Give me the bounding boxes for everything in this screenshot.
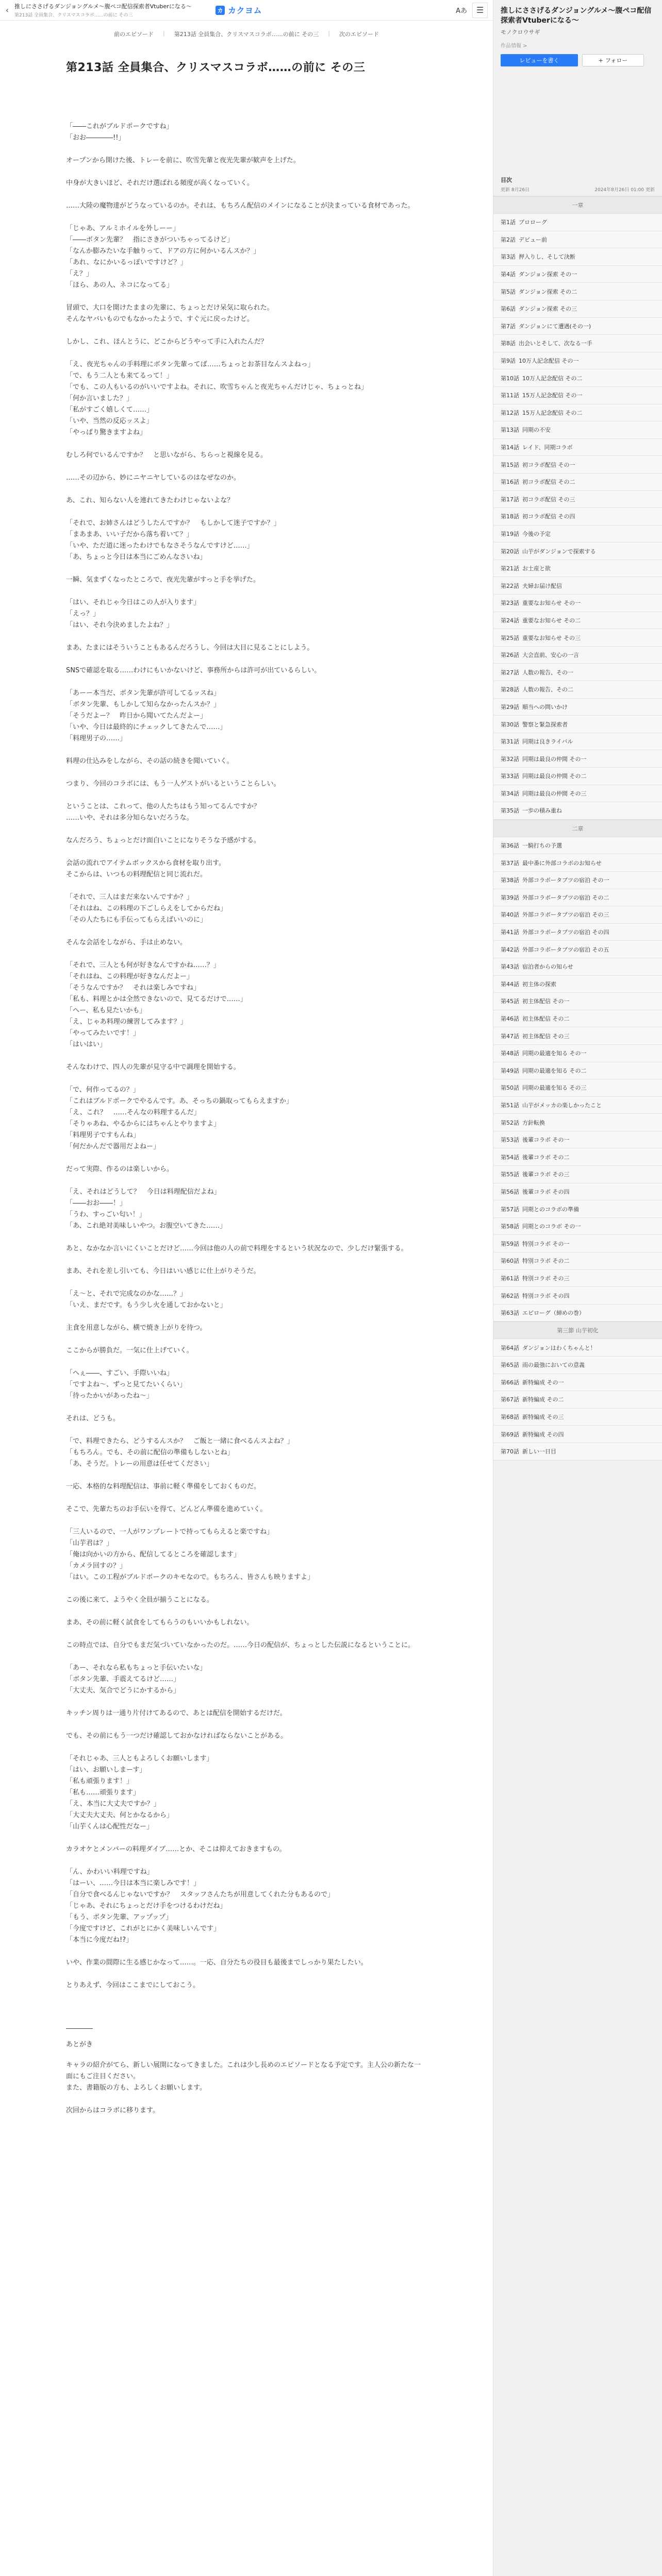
episode-number: 第70話	[501, 1448, 519, 1455]
episode-link-title: 方針転換	[522, 1119, 545, 1126]
update-date: 2024年8月26日 01:00 更新	[594, 188, 655, 193]
toc-episode-link[interactable]	[493, 352, 662, 370]
episode-paragraph: 一応、本格的な料理配信は、事前に軽く準備をしておくものだ。 そこで、先輩たちのお手伝いを得て、どんどん準備を進めていく。	[66, 1483, 267, 1513]
episode-link-title: ダンジョンはわくちゃんと！	[522, 1344, 596, 1351]
episode-link-title: 山芋がダンジョンで探索する	[522, 548, 596, 555]
episode-number: 第43話	[501, 963, 519, 971]
episode-link-title: プロローグ	[519, 219, 547, 226]
toc-episode-link[interactable]	[493, 421, 662, 439]
episode-link-title: 10万人記念配信 その一	[519, 358, 579, 365]
episode-link-title: 外部コラボータブツの宿泊 その四	[522, 929, 609, 936]
toc-episode-link[interactable]	[493, 1200, 662, 1218]
toc-episode-link[interactable]	[493, 1270, 662, 1287]
episode-paragraph: いや、作業の間際に生る感じかなって……。一応、自分たちの役目も最後までしっかり果たしたい。 とりあえず、今回はここまでにしておこう。	[66, 1959, 368, 1989]
episode-link-title: 同期の不安	[522, 427, 551, 434]
episode-number: 第40話	[501, 911, 519, 919]
episode-number: 第66話	[501, 1379, 519, 1386]
toc-list	[493, 196, 662, 1461]
episode-number: 第62話	[501, 1292, 519, 1299]
episode-link-title: 初主体配信 その一	[522, 998, 570, 1005]
episode-number: 第13話	[501, 427, 519, 434]
episode-link-title: お土産と欲	[522, 565, 551, 572]
toc-episode-link[interactable]	[493, 664, 662, 681]
toc-episode-link[interactable]	[493, 647, 662, 664]
episode-link-title: 初コラボ配信 その一	[522, 461, 575, 468]
episode-number: 第60話	[501, 1258, 519, 1265]
toc-episode-link[interactable]	[493, 1287, 662, 1304]
episode-number: 第46話	[501, 1015, 519, 1023]
afterword-paragraph: 次回からはコラボに移ります。	[66, 2107, 159, 2114]
episode-link-title: 押入りし、そして決断	[519, 253, 575, 261]
episode-link-title: 外部コラボータブツの宿泊 その三	[522, 911, 609, 919]
toc-episode-link[interactable]	[493, 1409, 662, 1426]
episode-number: 第65話	[501, 1362, 519, 1369]
episode-link-title: 外部コラボータブツの宿泊 その二	[522, 894, 609, 901]
episode-paragraph: そんなわけで、四人の先輩が見守る中で調理を開始する。	[66, 1063, 240, 1071]
toc-episode-link[interactable]	[493, 629, 662, 647]
episode-number: 第10話	[501, 375, 519, 382]
toc-episode-link[interactable]	[493, 750, 662, 768]
episode-paragraph: あと、なかなか言いにくいことだけど……今回は他の人の前で料理をするという状況なので、少しだけ緊張する。 まあ、それを差し引いても、今日はいい感じに仕上がりそうだ。	[66, 1245, 408, 1275]
afterword-section	[66, 2023, 427, 2128]
episode-link-title: ダンジョン探索 その三	[519, 306, 577, 313]
episode-paragraph: 「え～と、それで完成なのかな……？」 「いえ、まだです。もう少し火を通しておかないと」	[66, 1290, 227, 1309]
episode-link-title: 順当への問いかけ	[522, 703, 568, 710]
episode-number: 第49話	[501, 1067, 519, 1074]
episode-link-title: 外部コラボータブツの宿泊 その一	[522, 877, 609, 884]
toc-episode-link[interactable]	[493, 924, 662, 941]
toc-episode-link[interactable]	[493, 248, 662, 266]
toc-episode-link[interactable]	[493, 526, 662, 543]
episode-paragraph: 「それで、お姉さんはどうしたんですか？ もしかして迷子ですか？」 「まあまあ、いい子だから落ち着いて？」 「いや、ただ道に迷ったわけでもなさそうなんですけど……」 「あ、ちょっと今日は本当にごめんなさいね」	[66, 519, 280, 561]
site-logo[interactable]	[216, 4, 262, 16]
afterword-text	[66, 2060, 427, 2116]
afterword-paragraph: キャラの紹介がてら、新しい展開になってきました。これは少し長めのエピソードとなる予定です。主人公の新たな一面にもご注目ください。 また、書籍版の方も、よろしくお願いします。	[66, 2061, 421, 2092]
current-episode-label: 第213話 全員集合、クリスマスコラボ……の前に その三	[174, 31, 319, 38]
toc-episode-link[interactable]	[493, 1357, 662, 1374]
toc-episode-link[interactable]	[493, 595, 662, 612]
episode-link-title: 宿泊者からの知らせ	[522, 963, 573, 971]
toc-episode-link[interactable]	[493, 872, 662, 889]
chapter-heading[interactable]: 一章	[493, 196, 662, 214]
episode-paragraph: 会話の流れでアイテムボックスから食材を取り出す。 そこからは、いつもの料理配信と同じ流れだ。 「それで、三人はまだ来ないんですか？」 「それはね、この料理の下ごしらえをしてからだね」 「その人たちにも手伝ってもらえばいいのに」 そんな会話をしながら、手は止めない。	[66, 859, 227, 946]
episode-link-title: 外部コラボータブツの宿泊 その五	[522, 946, 609, 953]
toc-episode-link[interactable]	[493, 941, 662, 958]
episode-paragraph: だって実際、作るのは楽しいから。	[66, 1165, 174, 1173]
episode-link-title: 同期の最適を知る その二	[522, 1067, 587, 1074]
toc-episode-link[interactable]	[493, 491, 662, 509]
episode-number: 第52話	[501, 1119, 519, 1126]
episode-number: 第17話	[501, 496, 519, 503]
plus-icon: +	[598, 57, 603, 64]
episode-number: 第48話	[501, 1050, 519, 1057]
toc-episode-link[interactable]	[493, 1183, 662, 1201]
toc-episode-link[interactable]	[493, 854, 662, 872]
episode-number: 第4話	[501, 271, 516, 278]
toc-episode-link[interactable]	[493, 612, 662, 630]
episode-number: 第53話	[501, 1137, 519, 1144]
episode-link-title: 特別コラボ その二	[522, 1258, 570, 1265]
toc-episode-link[interactable]	[493, 1166, 662, 1183]
episode-title: 第213話 全員集合、クリスマスコラボ……の前に その三	[66, 61, 366, 74]
episode-link-title: 15万人記念配信 その一	[522, 392, 583, 399]
episode-number: 第29話	[501, 703, 519, 710]
sidebar-work-title[interactable]: 推しにささげるダンジョングルメ～腹ペコ配信探索者Vtuberになる～	[501, 7, 652, 25]
episode-link-title: 新特編成 その一	[522, 1379, 564, 1386]
episode-paragraph: 「それで、三人とも何が好きなんですかね……？」 「それはね、この料理が好きなんだよー」 「そうなんですか？ それは楽しみですね」 「私も、料理とかは全然できないので、見てるだけで……」 「へー、私も見たいかも」 「え、じゃあ料理の練習してみます？」 「やってみたいです！」 「はいはい」	[66, 961, 247, 1048]
toc-episode-link[interactable]	[493, 231, 662, 249]
toc-episode-link[interactable]	[493, 681, 662, 699]
episode-link-title: 後輩コラボ その三	[522, 1171, 570, 1178]
toc-episode-link[interactable]	[493, 1062, 662, 1080]
episode-body	[66, 41, 427, 2003]
episode-number: 第25話	[501, 634, 519, 641]
episode-number: 第23話	[501, 600, 519, 607]
episode-link-title: 10万人記念配信 その二	[522, 375, 583, 382]
header-title-block[interactable]	[14, 0, 210, 21]
episode-link-title: 初コラボ配信 その四	[522, 513, 575, 520]
episode-number: 第68話	[501, 1414, 519, 1421]
episode-number: 第6話	[501, 306, 516, 313]
toc-episode-link[interactable]	[493, 1218, 662, 1235]
episode-link-title: 人数の報告、その二	[522, 686, 573, 693]
work-title[interactable]: 推しにささげるダンジョングルメ～腹ペコ配信探索者Vtuberになる～	[14, 3, 192, 10]
episode-number: 第12話	[501, 409, 519, 416]
episode-number: 第42話	[501, 946, 519, 953]
episode-number: 第1話	[501, 219, 516, 226]
episode-number: 第61話	[501, 1275, 519, 1282]
episode-link-title: 雨の最強においての意義	[522, 1362, 585, 1369]
episode-number: 第20話	[501, 548, 519, 555]
toc-episode-link[interactable]	[493, 456, 662, 473]
episode-paragraph: 「え、それはどうして？ 今日は料理配信だよね」 「――おお――！」 「うわ、すっごい匂い！」 「あ、これ絶対美味しいやつ。お腹空いてきた……」	[66, 1188, 226, 1230]
sidebar-author[interactable]: モノクロウサギ	[501, 29, 540, 36]
episode-number: 第8話	[501, 340, 516, 347]
toc-episode-link[interactable]	[493, 577, 662, 595]
episode-link-title: 山芋がメッカの楽しかったこと	[522, 1101, 602, 1109]
toc-episode-link[interactable]	[493, 802, 662, 820]
review-button[interactable]: レビューを書く	[501, 54, 578, 66]
toc-episode-link[interactable]	[493, 1010, 662, 1028]
episode-paragraph: 「――これがブルドポークですね」 「おお――――!!」	[66, 123, 173, 142]
episode-link-title: 新しい一日目	[522, 1448, 556, 1455]
episode-link-title: 重要なお知らせ その二	[522, 617, 581, 624]
toc-episode-link[interactable]	[493, 993, 662, 1010]
episode-paragraph: 「え、夜光ちゃんの手料理にボタン先輩ってば……ちょっとお茶目なんスよねっ」 「で、もう二人とも来てるって！」 「でも、この人もいるのがいいですよね。それに、吹雪ちゃんと夜光ちゃんだけじゃ、ちょっとね」 「何か言いました？」 「私がすごく嬉しくて……」 「いや、当然の反応ッスよ」 「やっぱり驚きますよね」	[66, 361, 368, 436]
episode-list	[493, 1339, 662, 1460]
toc-episode-link[interactable]	[493, 387, 662, 404]
episode-link-title: ダンジョン探索 その二	[519, 288, 577, 295]
chapter-heading[interactable]: 第三節 山芋初化	[493, 1321, 662, 1339]
episode-link-title: エピローグ（締めの巻）	[522, 1310, 585, 1317]
update-info: 更新 8月26日	[501, 188, 530, 193]
toc-meta	[493, 184, 662, 196]
episode-link-title: 特別コラボ その一	[522, 1240, 570, 1247]
top-bar	[0, 0, 493, 21]
episode-link-title: 重要なお知らせ その一	[522, 600, 581, 607]
episode-number: 第39話	[501, 894, 519, 901]
episode-link-title: 今後の予定	[522, 530, 551, 537]
episode-link-title: 特別コラボ その四	[522, 1292, 570, 1299]
episode-link-title: 夫婦お届け配信	[522, 582, 562, 589]
episode-number: 第59話	[501, 1240, 519, 1247]
episode-number: 第11話	[501, 392, 519, 399]
site-name: カクヨム	[228, 6, 262, 15]
episode-link-title: 後輩コラボ その二	[522, 1154, 570, 1161]
episode-link-title: 警察と緊急探索者	[522, 721, 568, 728]
toc-episode-link[interactable]	[493, 1339, 662, 1357]
episode-link-title: レイド、同期コラボ	[522, 444, 573, 451]
episode-number: 第54話	[501, 1154, 519, 1161]
episode-link-title: デビュー前	[519, 236, 547, 243]
episode-number: 第57話	[501, 1206, 519, 1213]
episode-paragraph: 冒頭で、大口を開けたままの先輩に、ちょっとだけ呆気に取られた。 そんなヤバいものでもなかったようで、すぐ元に戻ったけど。 しかし、これ、ほんとうに、どこからどうやって手に入れたんだ？	[66, 304, 274, 346]
episode-link-title: 後輩コラボ その四	[522, 1188, 570, 1195]
episode-number: 第44話	[501, 980, 519, 988]
toc-episode-link[interactable]	[493, 318, 662, 335]
toc-episode-link[interactable]	[493, 508, 662, 526]
toc-episode-link[interactable]	[493, 906, 662, 924]
back-icon[interactable]: ‹	[5, 5, 9, 15]
episode-number: 第50話	[501, 1084, 519, 1092]
episode-link-title: 初主体の探索	[522, 980, 556, 988]
toc-episode-link[interactable]	[493, 976, 662, 993]
follow-button[interactable]	[582, 54, 644, 66]
episode-link-title: 同期とのコラボの準備	[522, 1206, 579, 1213]
episode-link-title: 初主体配信 その三	[522, 1032, 570, 1040]
episode-link-title: 後輩コラボ その一	[522, 1137, 570, 1144]
episode-nav	[0, 29, 493, 39]
episode-paragraph: ということは、これって、他の人たちはもう知ってるんですか？ ……いや、それは多分知らないだろうな。 なんだろう、ちょっとだけ面白いことになりそうな予感がする。	[66, 803, 261, 844]
episode-number: 第22話	[501, 582, 519, 589]
toc-episode-link[interactable]	[493, 699, 662, 716]
toc-episode-link[interactable]	[493, 1097, 662, 1114]
toc-episode-link[interactable]	[493, 1045, 662, 1062]
episode-link-title: 大会直前、安心の一言	[522, 652, 579, 659]
episode-link-title: 同期とのコラボ その一	[522, 1223, 581, 1230]
episode-link-title: 重要なお知らせ その三	[522, 634, 581, 641]
toc-sidebar	[493, 0, 662, 2576]
episode-number: 第55話	[501, 1171, 519, 1178]
toc-episode-link[interactable]	[493, 560, 662, 578]
toc-episode-link[interactable]	[493, 1252, 662, 1270]
toc-episode-link[interactable]	[493, 1304, 662, 1322]
episode-number: 第19話	[501, 530, 519, 537]
episode-number: 第7話	[501, 323, 516, 330]
episode-number: 第26話	[501, 652, 519, 659]
episode-link-title: 同期の最適を知る その一	[522, 1050, 587, 1057]
episode-paragraph: 「あーー本当だ、ボタン先輩が許可してるッスね」 「ボタン先輩、もしかして知らなかったんスか？」 「そうだよー？ 昨日から聞いてたんだよー」 「いや、今日は最終的にチェックしてきたんで……」 「料理男子の……」	[66, 689, 227, 742]
toc-episode-link[interactable]	[493, 958, 662, 976]
episode-number: 第45話	[501, 998, 519, 1005]
menu-icon[interactable]: ☰	[472, 3, 488, 18]
episode-number: 第31話	[501, 738, 519, 745]
toc-episode-link[interactable]	[493, 214, 662, 231]
episode-subtitle: 第213話 全員集合、クリスマスコラボ……の前に その三	[14, 13, 133, 18]
episode-paragraph: 「ん、かわいい料理ですね」 「はーい、……今日は本当に楽しみです！」 「自分で食べるんじゃないですか？ スタッフさんたちが用意してくれた分もあるので」 「じゃあ、それにちょっとだけ手をつけるわけだね」 「もう、ボタン先輩、アップップ」 「今度ですけど、これがとにかく美味しいんです」 「本当に今度だね!?」	[66, 1868, 335, 1944]
logo-icon: カ	[216, 6, 225, 15]
toc-episode-link[interactable]	[493, 1374, 662, 1392]
episode-number: 第28話	[501, 686, 519, 693]
toc-episode-link[interactable]	[493, 283, 662, 300]
toc-episode-link[interactable]	[493, 837, 662, 855]
episode-number: 第67話	[501, 1396, 519, 1403]
episode-link-title: 出会いとそして、次なる一手	[519, 340, 592, 347]
toc-episode-link[interactable]	[493, 1114, 662, 1131]
episode-link-title: 同期は良きライバル	[522, 738, 573, 745]
episode-list	[493, 214, 662, 820]
episode-number: 第69話	[501, 1431, 519, 1438]
episode-number: 第24話	[501, 617, 519, 624]
toc-episode-link[interactable]	[493, 785, 662, 803]
episode-link-title: 初コラボ配信 その三	[522, 496, 575, 503]
episode-paragraph: カラオケとメンバーの料理ダイブ……とか、そこは抑えておきますもの。	[66, 1845, 286, 1853]
episode-number: 第56話	[501, 1188, 519, 1195]
episode-number: 第47話	[501, 1032, 519, 1040]
toc-episode-link[interactable]	[493, 1391, 662, 1409]
episode-link-title: 同期の最適を知る その三	[522, 1084, 587, 1092]
toc-episode-link[interactable]	[493, 439, 662, 456]
episode-link-title: 同期は最良の仲間 その二	[522, 773, 587, 780]
episode-paragraph: この後に来て、ようやく全員が揃うことになる。 まあ、その前に軽く試食をしてもらうのもいいかもしれない。 この時点では、自分でもまだ気づいていなかったのだ。……今日の配信が、ちょっとした伝説になるということに。	[66, 1596, 415, 1649]
episode-paragraph: 「あー、それなら私もちょっと手伝いたいな」 「ボタン先輩、手震えてるけど……」 「大丈夫、気合でどうにかするから」	[66, 1664, 207, 1694]
episode-link-title: 一騎打ちの予選	[522, 842, 562, 850]
episode-paragraph: 「で、何作ってるの？」 「これはブルドポークでやるんです。あ、そっちの鍋取ってもらえますか」 「え、これ？ ……そんなの料理するんだ」 「そりゃあね、やるからにはちゃんとやりますよ」 「料理男子ですもんね」 「何だかんだで器用だよねー」	[66, 1086, 293, 1150]
episode-number: 第5話	[501, 288, 516, 295]
episode-paragraph: 主食を用意しながら、横で焼き上がりを待つ。 ここからが勝負だ。一気に仕上げていく。	[66, 1324, 207, 1354]
toc-episode-link[interactable]	[493, 1148, 662, 1166]
episode-number: 第51話	[501, 1101, 519, 1109]
episode-number: 第38話	[501, 877, 519, 884]
toc-episode-link[interactable]	[493, 543, 662, 560]
nav-separator: |	[163, 30, 165, 37]
chapter-heading[interactable]: 二章	[493, 820, 662, 837]
prev-episode-link[interactable]: 前のエピソード	[114, 31, 154, 38]
toc-episode-link[interactable]	[493, 1079, 662, 1097]
episode-paragraph: 「へぇ――、すごい、手際いいね」 「ですよね～、ずっと見てたいくらい」 「待ったかいがあったね～」	[66, 1369, 187, 1400]
toc-episode-link[interactable]	[493, 733, 662, 751]
episode-number: 第30話	[501, 721, 519, 728]
episode-link-title: 特別コラボ その三	[522, 1275, 570, 1282]
episode-link-title: 初コラボ配信 その二	[522, 479, 575, 486]
episode-link-title: 人数の報告、その一	[522, 669, 573, 676]
toc-episode-link[interactable]	[493, 768, 662, 785]
toc-episode-link[interactable]	[493, 1443, 662, 1461]
episode-list	[493, 837, 662, 1322]
episode-number: 第34話	[501, 790, 519, 797]
follow-label: フォロー	[605, 57, 628, 64]
toc-episode-link[interactable]	[493, 1131, 662, 1149]
episode-paragraph: それは、どうも。	[66, 1415, 120, 1422]
episode-link-title: ダンジョンにて遭遇(その一)	[519, 323, 591, 330]
episode-paragraph: 「それじゃあ、三人ともよろしくお願いします」 「はい、お願いしまーす」 「私も頑張ります！」 「私も……頑張ります」 「え、本当に大丈夫ですか？」 「大丈夫大丈夫、何とかなるから」 「山芋くんは心配性だなー」	[66, 1755, 213, 1831]
episode-number: 第63話	[501, 1310, 519, 1317]
episode-number: 第9話	[501, 358, 516, 365]
toc-episode-link[interactable]	[493, 1027, 662, 1045]
episode-link-title: 新特編成 その三	[522, 1414, 564, 1421]
work-info-link[interactable]: 作品情報 >	[501, 43, 527, 49]
episode-number: 第3話	[501, 253, 516, 261]
toc-episode-link[interactable]	[493, 369, 662, 387]
episode-link-title: 新特編成 その四	[522, 1431, 564, 1438]
next-episode-link[interactable]: 次のエピソード	[339, 31, 379, 38]
episode-number: 第64話	[501, 1344, 519, 1351]
episode-paragraph: 一瞬、気まずくなったところで、夜光先輩がすっと手を挙げた。 「はい、それじゃ今日はこの人が入ります」 「えっ？」 「はい、それ今決めましたよね？」 まあ、たまにはそういうこともあるんだろうし、今回は大目に見ることにしよう。 SNSで確認を取る……わけにもいかないけど、事務所からは許可が出ているらしい。	[66, 576, 321, 674]
episode-number: 第37話	[501, 859, 519, 867]
episode-paragraph: キッチン周りは一通り片付けてあるので、あとは配信を開始するだけだ。 でも、その前にもう一つだけ確認しておかなければならないことがある。	[66, 1709, 288, 1740]
episode-link-title: 最中番に外部コラボのお知らせ	[522, 859, 602, 867]
afterword-heading: あとがき	[66, 2041, 93, 2048]
episode-paragraph: 「三人いるので、一人がワンプレートで持ってもらえると楽ですね」 「山芋君は？」 「俺は向かいの方から、配信してるところを確認します」 「カメラ回すの？」 「はい。この工程がブルドポークのキモなので。もちろん、皆さんも映りますよ」	[66, 1528, 315, 1581]
episode-paragraph: 料理の仕込みをしながら、その話の続きを聞いていく。 つまり、今回のコラボには、もう一人ゲストがいるということらしい。	[66, 757, 280, 788]
toc-episode-link[interactable]	[493, 1426, 662, 1443]
episode-text	[66, 121, 427, 1991]
afterword-rule: ――――	[66, 2025, 93, 2032]
episode-link-title: 同期は最良の仲間 その三	[522, 790, 587, 797]
toc-episode-link[interactable]	[493, 300, 662, 318]
toc-label: 目次	[501, 177, 512, 183]
episode-number: 第58話	[501, 1223, 519, 1230]
toc-episode-link[interactable]	[493, 404, 662, 422]
nav-separator: |	[328, 30, 330, 37]
toc-episode-link[interactable]	[493, 889, 662, 907]
episode-link-title: 一歩の積み重ね	[522, 807, 562, 815]
episode-number: 第35話	[501, 807, 519, 815]
episode-number: 第15話	[501, 461, 519, 468]
episode-number: 第2話	[501, 236, 516, 243]
toc-episode-link[interactable]	[493, 473, 662, 491]
episode-link-title: 新特編成 その二	[522, 1396, 564, 1403]
episode-number: 第36話	[501, 842, 519, 850]
episode-number: 第21話	[501, 565, 519, 572]
episode-paragraph: 「で、料理できたら、どうするんスか？ ご飯と一緒に食べるんスよね？」 「もちろん。でも、その前に配信の準備もしないとね」 「あ、そうだ。トレーの用意は任せてください」	[66, 1437, 294, 1468]
episode-paragraph: 「じゃあ、アルミホイルを外しーー」 「――ボタン先輩？ 指にさきがついちゃってるけど」 「なんか膨みたいな手触りって、ドアの方に何かいるんスか？」 「あれ、なにかいるっぽいですけど？」 「え？」 「ほら、あの人、ネコになってる」	[66, 225, 260, 289]
episode-link-title: 15万人記念配信 その二	[522, 409, 583, 416]
toc-episode-link[interactable]	[493, 335, 662, 352]
episode-number: 第18話	[501, 513, 519, 520]
episode-link-title: ダンジョン探索 その一	[519, 271, 577, 278]
episode-paragraph: むしろ何でいるんですか？ と思いながら、ちらっと視線を見る。 ……その辺から、妙にニヤニヤしているのはなぜなのか。 あ、これ、知らない人を連れてきたわけじゃないよな？	[66, 451, 268, 504]
episode-link-title: 初主体配信 その二	[522, 1015, 570, 1023]
episode-number: 第33話	[501, 773, 519, 780]
toc-episode-link[interactable]	[493, 1235, 662, 1252]
episode-number: 第41話	[501, 929, 519, 936]
toc-episode-link[interactable]	[493, 266, 662, 283]
text-size-button[interactable]: Aあ	[456, 7, 467, 15]
episode-number: 第16話	[501, 479, 519, 486]
episode-number: 第14話	[501, 444, 519, 451]
episode-paragraph: オープンから開けた後、トレーを前に、吹雪先輩と夜光先輩が歓声を上げた。 中身が大きいほど、それだけ選ばれる頻度が高くなっていく。 ……大陸の魔物達がどうなっているのか。それは、もちろん配信のメインになることが決まっている食材であった。	[66, 157, 415, 210]
toc-episode-link[interactable]	[493, 716, 662, 733]
episode-number: 第27話	[501, 669, 519, 676]
episode-link-title: 同期は最良の仲間 その一	[522, 755, 587, 762]
episode-number: 第32話	[501, 755, 519, 762]
